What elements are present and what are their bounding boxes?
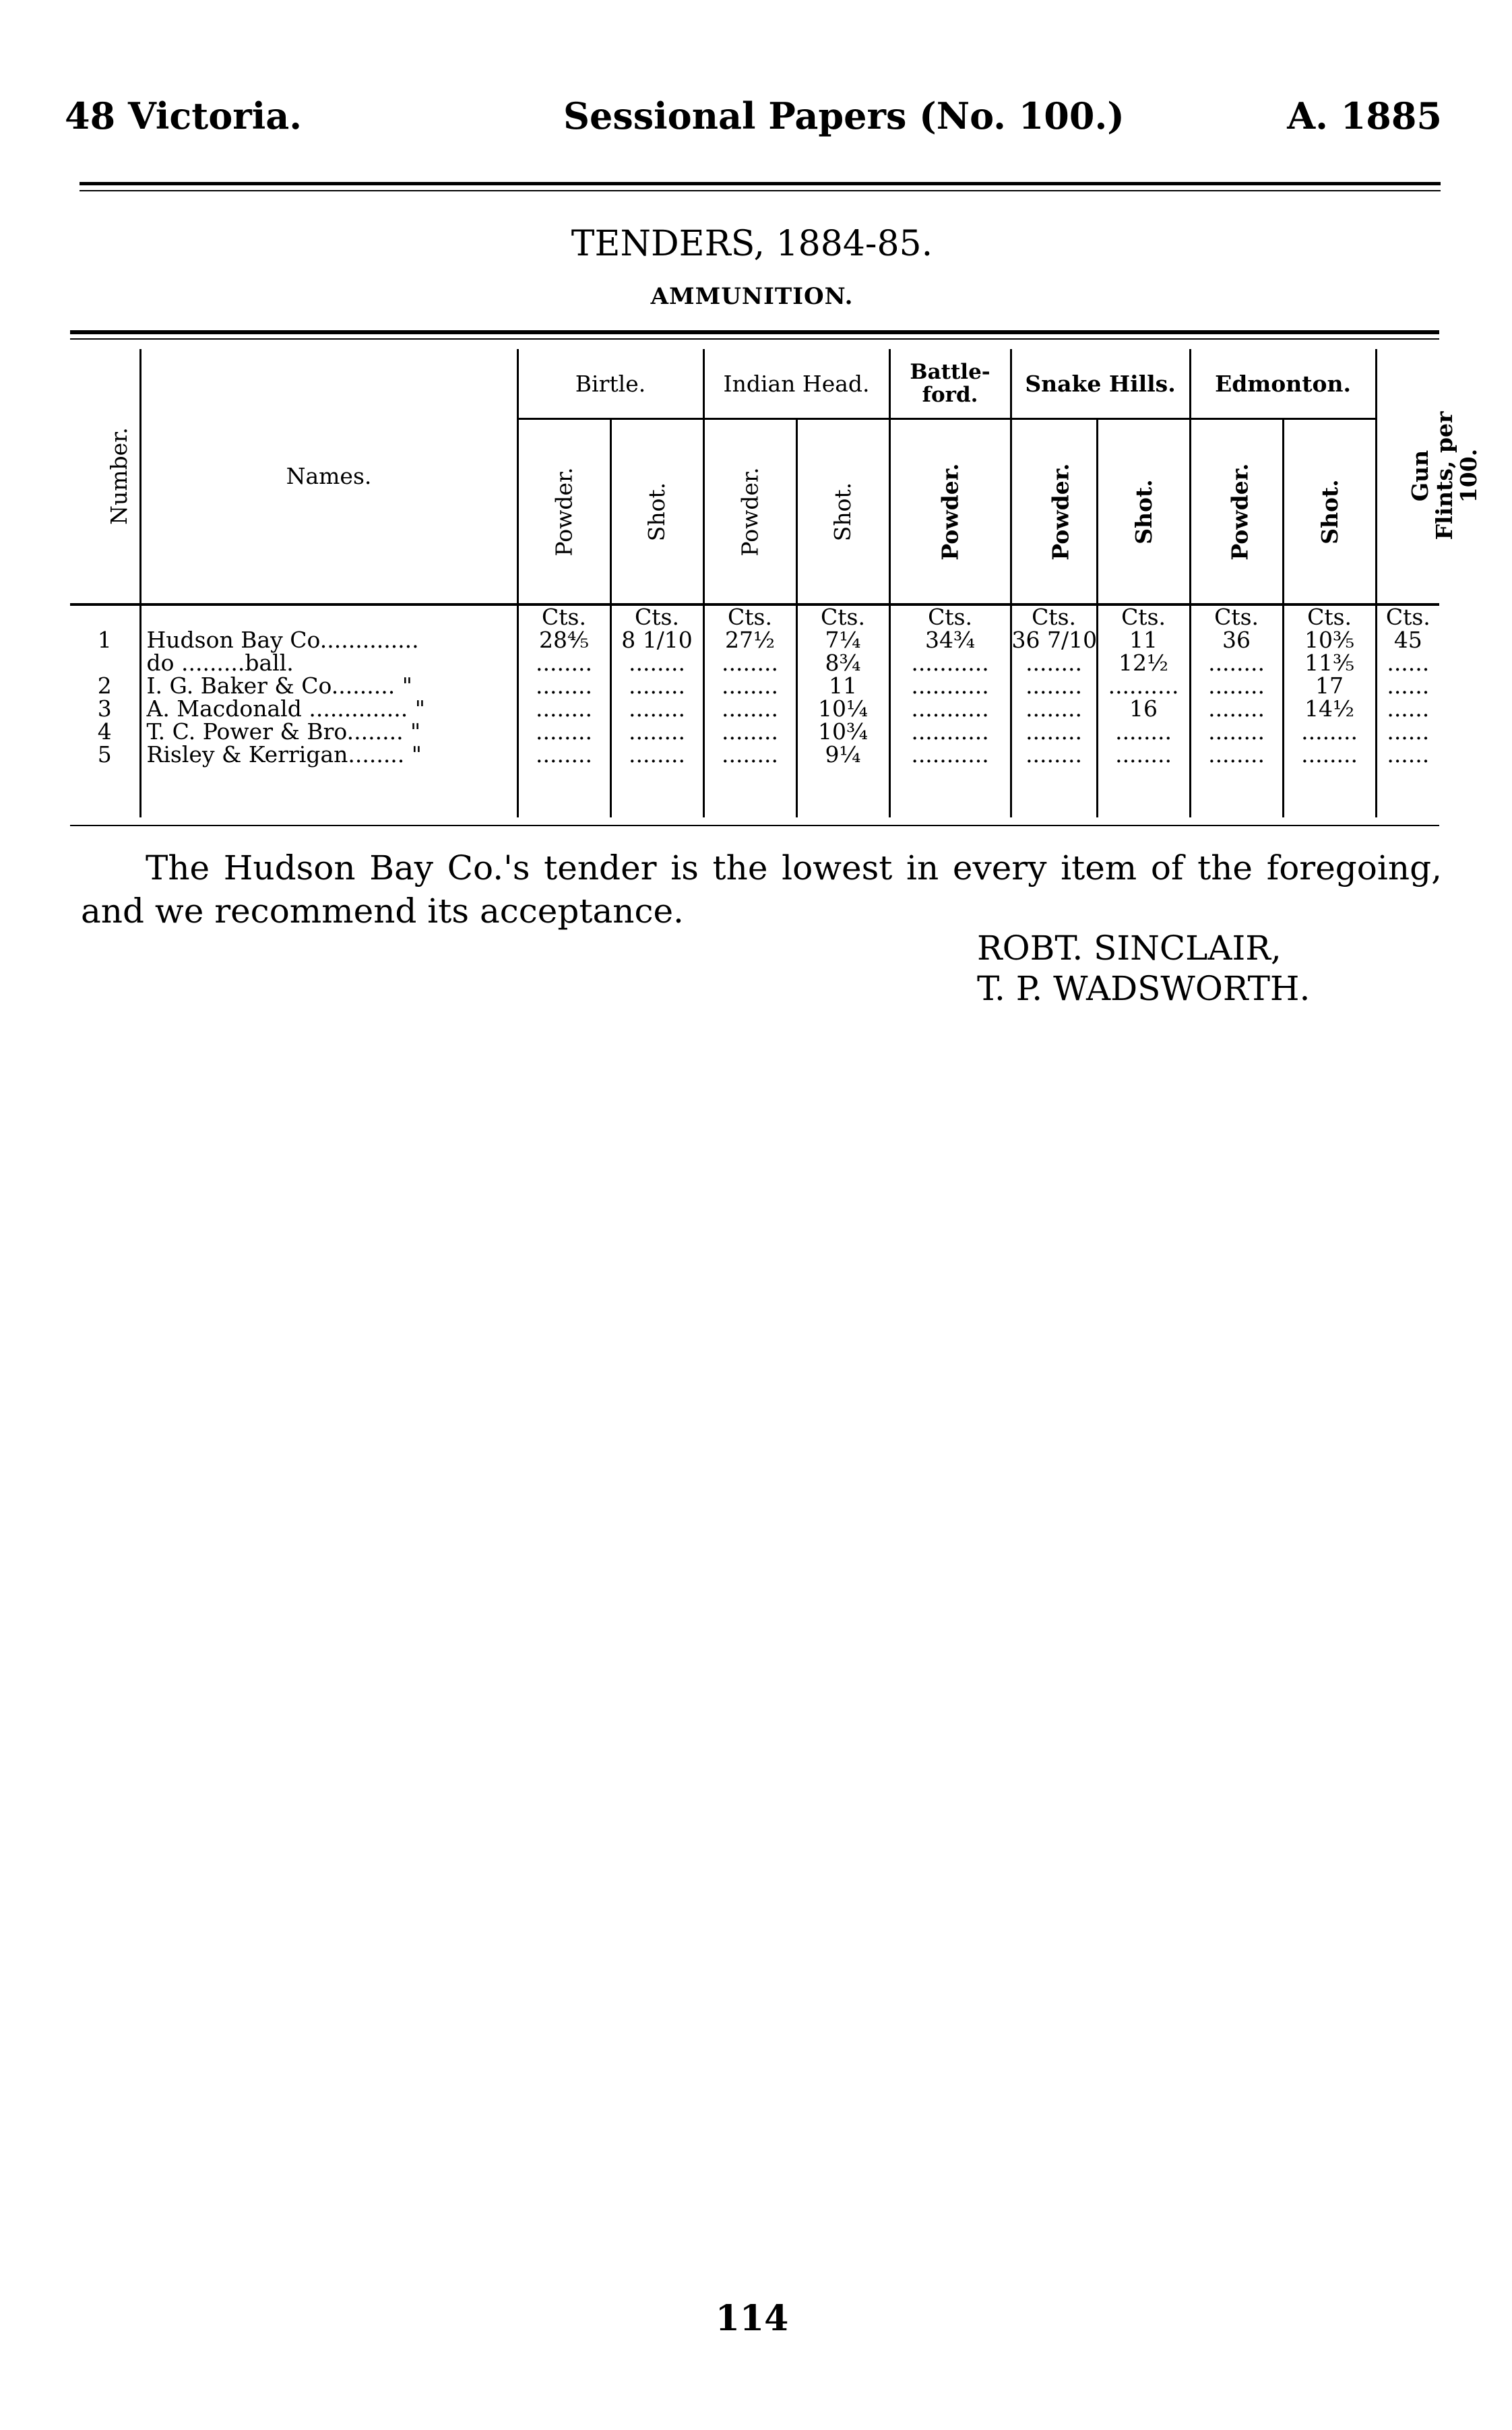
row-cell: 27½ <box>703 629 796 652</box>
row-cell: Cts. <box>703 604 796 629</box>
row-cell: Cts. <box>517 604 610 629</box>
row-cell: ........... <box>889 743 1011 817</box>
row-name <box>140 604 517 629</box>
battleford-powder-header: Powder. <box>889 419 1011 605</box>
row-name: T. C. Power & Bro........ " <box>140 720 517 743</box>
row-cell: ........ <box>703 743 796 817</box>
row-cell: 28⅘ <box>517 629 610 652</box>
row-cell: ........ <box>517 652 610 675</box>
row-cell: 11 <box>1097 629 1190 652</box>
running-header <box>65 94 1442 148</box>
group-header-row <box>70 349 1439 419</box>
birtle-powder-header: Powder. <box>517 419 610 605</box>
row-cell: Cts. <box>1283 604 1376 629</box>
table-row <box>70 743 1439 817</box>
row-cell: 11 <box>796 675 889 697</box>
gun-flints-header-cell <box>1376 349 1482 604</box>
row-cell: ........ <box>1190 743 1283 817</box>
row-cell: 9¼ <box>796 743 889 817</box>
table-row <box>70 652 1439 675</box>
row-cell: ........ <box>610 720 703 743</box>
row-cell: 12½ <box>1097 652 1190 675</box>
row-cell: ...... <box>1376 652 1439 675</box>
gun-flints-header: Gun Flints, per 100. <box>1406 411 1482 540</box>
signature-1: ROBT. SINCLAIR, <box>977 929 1282 968</box>
number-header-cell <box>70 349 140 604</box>
document-title: TENDERS, 1884-85. <box>571 224 933 264</box>
row-cell: ...... <box>1376 720 1439 743</box>
row-cell: ........ <box>1190 652 1283 675</box>
snake-shot-header: Shot. <box>1097 419 1190 605</box>
row-cell: Cts. <box>1011 604 1097 629</box>
page-number: 114 <box>715 2298 789 2339</box>
row-cell: .......... <box>1097 675 1190 697</box>
row-cell: ........ <box>610 675 703 697</box>
row-cell: ........ <box>1011 675 1097 697</box>
header-left: 48 Victoria. <box>65 94 303 137</box>
group-indian-head: Indian Head. <box>703 349 889 419</box>
group-birtle: Birtle. <box>517 349 703 419</box>
table-top-rule-thin <box>70 338 1439 340</box>
row-number <box>70 652 140 675</box>
row-cell: ........ <box>1011 697 1097 720</box>
edmonton-shot-header: Shot. <box>1283 419 1376 605</box>
row-cell: 36 7/10 <box>1011 627 1098 653</box>
header-center: Sessional Papers (No. 100.) <box>563 94 1125 137</box>
row-cell: 10¾ <box>796 720 889 743</box>
group-edmonton: Edmonton. <box>1190 349 1376 419</box>
row-cell: ........ <box>610 743 703 817</box>
indian-shot-header: Shot. <box>796 419 889 605</box>
row-cell: Cts. <box>1190 604 1283 629</box>
document-subtitle: AMMUNITION. <box>650 283 854 310</box>
table-row <box>70 675 1439 697</box>
row-cell: ........ <box>517 675 610 697</box>
birtle-shot-header: Shot. <box>610 419 703 605</box>
row-number: 5 <box>97 741 112 768</box>
row-cell: 10¼ <box>796 697 889 720</box>
group-battleford: Battle-ford. <box>889 349 1011 419</box>
row-cell: ........ <box>1011 743 1097 817</box>
edmonton-powder-header: Powder. <box>1190 419 1283 605</box>
tenders-table <box>70 349 1482 817</box>
row-cell: ........ <box>703 652 796 675</box>
row-cell: 14½ <box>1283 697 1376 720</box>
row-cell: 11⅗ <box>1283 652 1376 675</box>
header-rule-thick <box>80 182 1441 185</box>
snake-powder-header: Powder. <box>1011 419 1097 605</box>
header-right: A. 1885 <box>1287 94 1442 137</box>
row-cell: 8 1/10 <box>610 629 703 652</box>
signature-2: T. P. WADSWORTH. <box>977 969 1311 1008</box>
names-header: Names. <box>286 463 372 489</box>
row-number: 3 <box>97 695 112 722</box>
table-top-rule-thick <box>70 330 1439 334</box>
row-cell: ...... <box>1376 675 1439 697</box>
row-cell: ........ <box>1011 720 1097 743</box>
row-name: Risley & Kerrigan........ " <box>140 743 517 817</box>
row-cell: ........ <box>1190 675 1283 697</box>
row-cell: ........ <box>517 697 610 720</box>
row-cell: Cts. <box>889 604 1011 629</box>
group-snake-hills: Snake Hills. <box>1011 349 1190 419</box>
row-number <box>70 604 140 629</box>
table-row <box>70 720 1439 743</box>
row-cell: ........ <box>610 697 703 720</box>
row-name: A. Macdonald .............. " <box>140 697 517 720</box>
row-cell: ........ <box>1283 720 1376 743</box>
row-cell: 7¼ <box>796 629 889 652</box>
row-cell: ...... <box>1376 697 1439 720</box>
indian-powder-header: Powder. <box>703 419 796 605</box>
row-cell: 45 <box>1376 629 1439 652</box>
row-cell: ........ <box>703 720 796 743</box>
row-cell: ........ <box>1190 720 1283 743</box>
row-cell: ........... <box>889 652 1011 675</box>
header-rule-thin <box>80 190 1441 191</box>
row-cell: ...... <box>1376 743 1439 817</box>
row-cell: ........... <box>889 697 1011 720</box>
row-cell: ........ <box>703 675 796 697</box>
row-cell: ........... <box>889 675 1011 697</box>
table-row <box>70 604 1439 629</box>
row-cell: Cts. <box>1376 604 1439 629</box>
row-cell: ........ <box>517 743 610 817</box>
row-cell: 34¾ <box>889 629 1011 652</box>
row-name: Hudson Bay Co.............. <box>140 629 517 652</box>
row-cell: ........ <box>1097 720 1190 743</box>
row-cell: ........ <box>517 720 610 743</box>
row-number: 4 <box>97 718 112 745</box>
row-cell: 10⅗ <box>1283 629 1376 652</box>
row-name: I. G. Baker & Co......... " <box>140 675 517 697</box>
row-cell: ........... <box>889 720 1011 743</box>
table-body <box>70 604 1439 817</box>
table-row <box>70 629 1439 652</box>
row-cell: 8¾ <box>796 652 889 675</box>
names-header-cell <box>140 349 517 604</box>
row-cell: ........ <box>1097 743 1190 817</box>
row-name: do .........ball. <box>140 652 517 675</box>
row-cell: 16 <box>1097 697 1190 720</box>
row-number: 2 <box>97 673 112 699</box>
number-header: Number. <box>105 427 132 525</box>
row-cell: 36 <box>1190 629 1283 652</box>
row-cell: ........ <box>1190 697 1283 720</box>
row-cell: Cts. <box>796 604 889 629</box>
row-cell: ........ <box>703 697 796 720</box>
row-cell: ........ <box>610 652 703 675</box>
table-bottom-rule <box>70 825 1439 826</box>
row-number: 1 <box>97 627 112 653</box>
row-cell: ........ <box>1011 652 1097 675</box>
table-row <box>70 697 1439 720</box>
row-cell: 17 <box>1283 675 1376 697</box>
row-cell: Cts. <box>1097 604 1190 629</box>
recommendation-paragraph: The Hudson Bay Co.'s tender is the lowest in every item of the foregoing, and we recommend its acceptance. <box>81 848 1442 931</box>
row-cell: Cts. <box>610 604 703 629</box>
row-cell: ........ <box>1283 743 1376 817</box>
